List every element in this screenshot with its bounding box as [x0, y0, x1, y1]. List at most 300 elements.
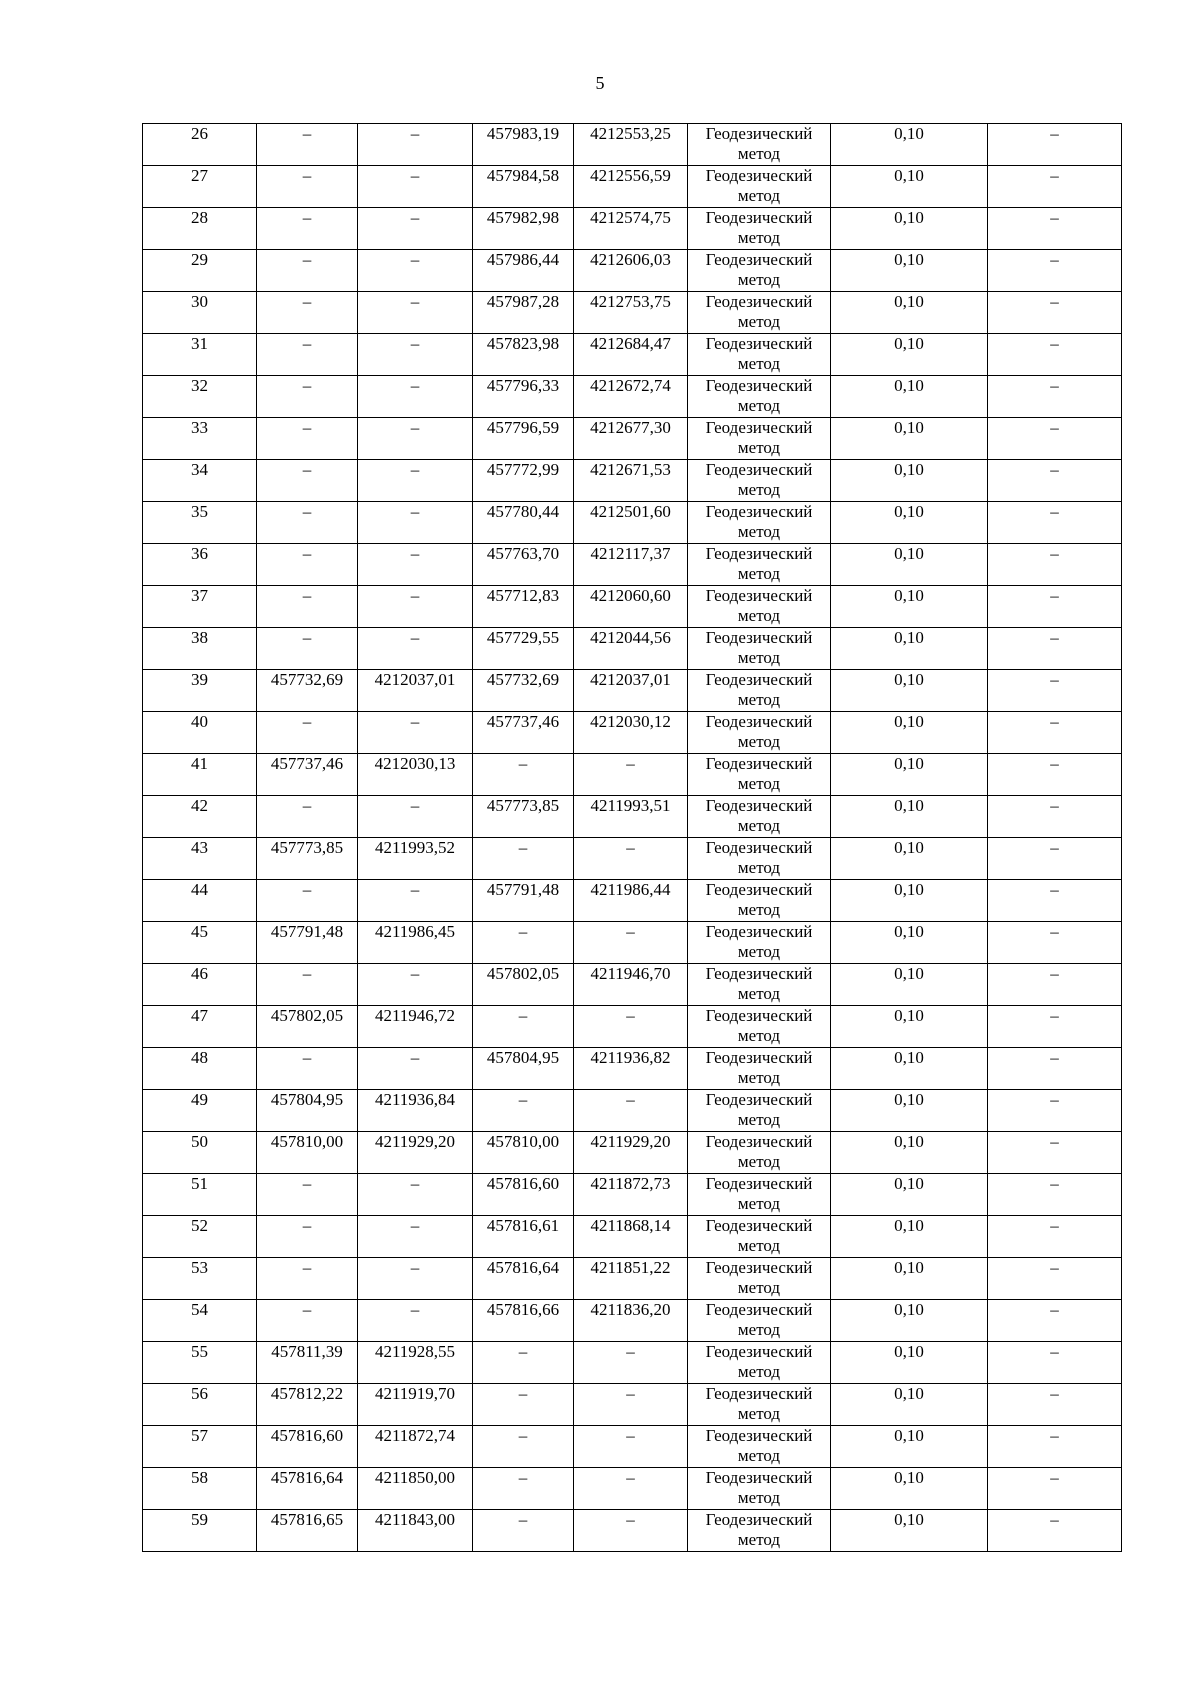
cell-accuracy: 0,10	[831, 502, 988, 544]
table-row	[143, 880, 1122, 922]
cell-y-new: –	[574, 1468, 688, 1510]
cell-y-existing: 4211850,00	[358, 1468, 473, 1510]
cell-y-existing: 4211929,20	[358, 1132, 473, 1174]
cell-accuracy: 0,10	[831, 1510, 988, 1552]
cell-x-new: 457983,19	[473, 124, 574, 166]
table-row	[143, 502, 1122, 544]
cell-method: Геодезический метод	[688, 250, 831, 292]
cell-point-number: 36	[143, 544, 257, 586]
cell-y-new: 4212117,37	[574, 544, 688, 586]
table-row	[143, 1090, 1122, 1132]
cell-point-number: 52	[143, 1216, 257, 1258]
cell-method: Геодезический метод	[688, 1426, 831, 1468]
cell-x-new: 457987,28	[473, 292, 574, 334]
table-row	[143, 1384, 1122, 1426]
cell-accuracy: 0,10	[831, 1300, 988, 1342]
table-row	[143, 1510, 1122, 1552]
cell-x-new: –	[473, 1426, 574, 1468]
cell-description: –	[988, 964, 1122, 1006]
cell-y-new: 4212684,47	[574, 334, 688, 376]
table-row	[143, 1216, 1122, 1258]
table-row	[143, 124, 1122, 166]
cell-accuracy: 0,10	[831, 1216, 988, 1258]
cell-y-new: 4212753,75	[574, 292, 688, 334]
cell-method: Геодезический метод	[688, 880, 831, 922]
table-row	[143, 334, 1122, 376]
cell-description: –	[988, 1426, 1122, 1468]
table-row	[143, 922, 1122, 964]
cell-description: –	[988, 460, 1122, 502]
cell-accuracy: 0,10	[831, 1384, 988, 1426]
coordinates-table	[142, 123, 1122, 1552]
cell-point-number: 43	[143, 838, 257, 880]
cell-point-number: 40	[143, 712, 257, 754]
cell-x-existing: 457773,85	[257, 838, 358, 880]
cell-x-new: 457816,61	[473, 1216, 574, 1258]
cell-y-new: –	[574, 1426, 688, 1468]
table-row	[143, 208, 1122, 250]
cell-y-new: –	[574, 1510, 688, 1552]
cell-x-new: 457780,44	[473, 502, 574, 544]
cell-accuracy: 0,10	[831, 1132, 988, 1174]
cell-method: Геодезический метод	[688, 1384, 831, 1426]
cell-y-existing: –	[358, 796, 473, 838]
cell-accuracy: 0,10	[831, 838, 988, 880]
cell-description: –	[988, 208, 1122, 250]
cell-point-number: 50	[143, 1132, 257, 1174]
cell-description: –	[988, 292, 1122, 334]
cell-description: –	[988, 1132, 1122, 1174]
cell-accuracy: 0,10	[831, 124, 988, 166]
cell-point-number: 45	[143, 922, 257, 964]
cell-x-new: –	[473, 1006, 574, 1048]
cell-y-existing: 4211919,70	[358, 1384, 473, 1426]
page-number: 5	[595, 73, 605, 93]
table-row	[143, 1258, 1122, 1300]
cell-accuracy: 0,10	[831, 1090, 988, 1132]
cell-y-existing: –	[358, 964, 473, 1006]
cell-x-existing: 457732,69	[257, 670, 358, 712]
cell-y-existing: 4211843,00	[358, 1510, 473, 1552]
cell-x-new: 457712,83	[473, 586, 574, 628]
table-row	[143, 628, 1122, 670]
cell-method: Геодезический метод	[688, 334, 831, 376]
cell-method: Геодезический метод	[688, 838, 831, 880]
cell-accuracy: 0,10	[831, 1174, 988, 1216]
cell-y-new: 4212677,30	[574, 418, 688, 460]
cell-y-new: –	[574, 1090, 688, 1132]
cell-x-new: 457823,98	[473, 334, 574, 376]
cell-method: Геодезический метод	[688, 1300, 831, 1342]
cell-y-existing: 4212030,13	[358, 754, 473, 796]
cell-y-existing: –	[358, 586, 473, 628]
cell-method: Геодезический метод	[688, 124, 831, 166]
cell-method: Геодезический метод	[688, 1048, 831, 1090]
cell-x-existing: 457816,60	[257, 1426, 358, 1468]
cell-y-existing: –	[358, 712, 473, 754]
cell-y-existing: –	[358, 544, 473, 586]
cell-x-existing: –	[257, 1216, 358, 1258]
cell-x-new: 457986,44	[473, 250, 574, 292]
cell-accuracy: 0,10	[831, 292, 988, 334]
cell-method: Геодезический метод	[688, 1006, 831, 1048]
cell-x-new: 457796,59	[473, 418, 574, 460]
cell-point-number: 30	[143, 292, 257, 334]
cell-y-existing: –	[358, 502, 473, 544]
cell-y-existing: –	[358, 250, 473, 292]
cell-point-number: 31	[143, 334, 257, 376]
cell-accuracy: 0,10	[831, 1426, 988, 1468]
cell-y-new: 4211993,51	[574, 796, 688, 838]
cell-description: –	[988, 670, 1122, 712]
cell-accuracy: 0,10	[831, 418, 988, 460]
cell-y-new: 4211868,14	[574, 1216, 688, 1258]
cell-description: –	[988, 1258, 1122, 1300]
cell-point-number: 37	[143, 586, 257, 628]
cell-description: –	[988, 838, 1122, 880]
cell-x-existing: –	[257, 712, 358, 754]
cell-x-existing: –	[257, 334, 358, 376]
table-row	[143, 838, 1122, 880]
cell-y-existing: 4211993,52	[358, 838, 473, 880]
cell-accuracy: 0,10	[831, 754, 988, 796]
cell-description: –	[988, 1048, 1122, 1090]
table-row	[143, 1174, 1122, 1216]
cell-x-existing: 457812,22	[257, 1384, 358, 1426]
cell-point-number: 41	[143, 754, 257, 796]
cell-accuracy: 0,10	[831, 334, 988, 376]
cell-y-existing: –	[358, 460, 473, 502]
cell-x-new: –	[473, 922, 574, 964]
table-row	[143, 166, 1122, 208]
cell-description: –	[988, 628, 1122, 670]
cell-x-new: 457737,46	[473, 712, 574, 754]
cell-accuracy: 0,10	[831, 922, 988, 964]
table-row	[143, 1048, 1122, 1090]
cell-x-new: 457729,55	[473, 628, 574, 670]
cell-accuracy: 0,10	[831, 628, 988, 670]
cell-method: Геодезический метод	[688, 1090, 831, 1132]
cell-method: Геодезический метод	[688, 1258, 831, 1300]
cell-y-new: 4211929,20	[574, 1132, 688, 1174]
cell-y-new: 4212574,75	[574, 208, 688, 250]
cell-point-number: 34	[143, 460, 257, 502]
cell-x-new: 457791,48	[473, 880, 574, 922]
cell-y-existing: –	[358, 208, 473, 250]
cell-method: Геодезический метод	[688, 712, 831, 754]
cell-point-number: 28	[143, 208, 257, 250]
cell-y-new: 4212501,60	[574, 502, 688, 544]
cell-description: –	[988, 754, 1122, 796]
cell-accuracy: 0,10	[831, 544, 988, 586]
cell-x-new: –	[473, 1090, 574, 1132]
table-row	[143, 754, 1122, 796]
cell-point-number: 38	[143, 628, 257, 670]
cell-y-new: 4212672,74	[574, 376, 688, 418]
cell-method: Геодезический метод	[688, 418, 831, 460]
cell-y-existing: –	[358, 418, 473, 460]
cell-x-new: 457816,60	[473, 1174, 574, 1216]
table-row	[143, 670, 1122, 712]
cell-description: –	[988, 250, 1122, 292]
table-row	[143, 544, 1122, 586]
table-row	[143, 1342, 1122, 1384]
cell-description: –	[988, 376, 1122, 418]
cell-description: –	[988, 922, 1122, 964]
cell-x-existing: 457802,05	[257, 1006, 358, 1048]
cell-description: –	[988, 1216, 1122, 1258]
cell-x-existing: –	[257, 1174, 358, 1216]
table-row	[143, 964, 1122, 1006]
cell-method: Геодезический метод	[688, 1342, 831, 1384]
cell-x-new: 457772,99	[473, 460, 574, 502]
cell-x-existing: 457810,00	[257, 1132, 358, 1174]
cell-x-new: 457763,70	[473, 544, 574, 586]
cell-x-existing: –	[257, 460, 358, 502]
cell-point-number: 49	[143, 1090, 257, 1132]
cell-y-existing: –	[358, 292, 473, 334]
cell-y-new: 4211936,82	[574, 1048, 688, 1090]
cell-x-existing: –	[257, 796, 358, 838]
cell-accuracy: 0,10	[831, 1342, 988, 1384]
cell-description: –	[988, 166, 1122, 208]
cell-y-new: 4211872,73	[574, 1174, 688, 1216]
cell-method: Геодезический метод	[688, 586, 831, 628]
cell-y-existing: –	[358, 334, 473, 376]
cell-accuracy: 0,10	[831, 1258, 988, 1300]
cell-accuracy: 0,10	[831, 712, 988, 754]
cell-y-existing: –	[358, 880, 473, 922]
cell-point-number: 26	[143, 124, 257, 166]
cell-accuracy: 0,10	[831, 1468, 988, 1510]
table-row	[143, 1426, 1122, 1468]
cell-x-existing: –	[257, 586, 358, 628]
cell-x-new: –	[473, 838, 574, 880]
cell-point-number: 57	[143, 1426, 257, 1468]
table-row	[143, 796, 1122, 838]
table-row	[143, 1468, 1122, 1510]
cell-x-existing: –	[257, 208, 358, 250]
cell-method: Геодезический метод	[688, 964, 831, 1006]
cell-y-new: –	[574, 754, 688, 796]
cell-x-existing: 457791,48	[257, 922, 358, 964]
cell-x-new: 457810,00	[473, 1132, 574, 1174]
cell-y-existing: 4211986,45	[358, 922, 473, 964]
cell-x-existing: 457737,46	[257, 754, 358, 796]
cell-method: Геодезический метод	[688, 166, 831, 208]
cell-y-existing: 4212037,01	[358, 670, 473, 712]
cell-y-new: 4212044,56	[574, 628, 688, 670]
cell-y-existing: 4211872,74	[358, 1426, 473, 1468]
table-row	[143, 712, 1122, 754]
cell-y-new: 4212671,53	[574, 460, 688, 502]
cell-x-new: –	[473, 1384, 574, 1426]
cell-accuracy: 0,10	[831, 460, 988, 502]
cell-method: Геодезический метод	[688, 796, 831, 838]
table-row	[143, 292, 1122, 334]
cell-y-existing: 4211946,72	[358, 1006, 473, 1048]
cell-x-new: 457802,05	[473, 964, 574, 1006]
cell-description: –	[988, 124, 1122, 166]
cell-x-new: 457773,85	[473, 796, 574, 838]
cell-x-existing: –	[257, 166, 358, 208]
table-row	[143, 418, 1122, 460]
cell-method: Геодезический метод	[688, 1216, 831, 1258]
cell-y-existing: 4211936,84	[358, 1090, 473, 1132]
cell-x-new: 457796,33	[473, 376, 574, 418]
cell-accuracy: 0,10	[831, 796, 988, 838]
cell-x-new: 457732,69	[473, 670, 574, 712]
cell-x-existing: –	[257, 628, 358, 670]
cell-accuracy: 0,10	[831, 166, 988, 208]
table-row	[143, 1132, 1122, 1174]
cell-y-existing: –	[358, 124, 473, 166]
cell-x-existing: –	[257, 1300, 358, 1342]
cell-y-new: 4212030,12	[574, 712, 688, 754]
table-row	[143, 460, 1122, 502]
cell-method: Геодезический метод	[688, 460, 831, 502]
cell-description: –	[988, 334, 1122, 376]
cell-x-existing: 457816,65	[257, 1510, 358, 1552]
cell-point-number: 55	[143, 1342, 257, 1384]
cell-description: –	[988, 1384, 1122, 1426]
cell-description: –	[988, 1342, 1122, 1384]
cell-x-new: 457816,64	[473, 1258, 574, 1300]
cell-y-existing: –	[358, 376, 473, 418]
cell-point-number: 46	[143, 964, 257, 1006]
cell-description: –	[988, 1006, 1122, 1048]
cell-method: Геодезический метод	[688, 628, 831, 670]
cell-y-new: 4211946,70	[574, 964, 688, 1006]
cell-point-number: 29	[143, 250, 257, 292]
cell-x-existing: –	[257, 502, 358, 544]
table-row	[143, 376, 1122, 418]
cell-x-existing: –	[257, 124, 358, 166]
cell-x-existing: 457804,95	[257, 1090, 358, 1132]
cell-point-number: 39	[143, 670, 257, 712]
cell-point-number: 56	[143, 1384, 257, 1426]
cell-accuracy: 0,10	[831, 376, 988, 418]
cell-y-existing: –	[358, 1300, 473, 1342]
cell-x-existing: –	[257, 1258, 358, 1300]
cell-y-new: –	[574, 1342, 688, 1384]
cell-x-existing: –	[257, 964, 358, 1006]
cell-method: Геодезический метод	[688, 754, 831, 796]
cell-point-number: 51	[143, 1174, 257, 1216]
cell-y-new: –	[574, 838, 688, 880]
cell-y-existing: –	[358, 1216, 473, 1258]
cell-x-new: –	[473, 1468, 574, 1510]
table-row	[143, 1300, 1122, 1342]
cell-y-existing: –	[358, 628, 473, 670]
cell-x-new: 457982,98	[473, 208, 574, 250]
cell-accuracy: 0,10	[831, 880, 988, 922]
cell-x-new: –	[473, 754, 574, 796]
cell-y-existing: –	[358, 1258, 473, 1300]
cell-method: Геодезический метод	[688, 376, 831, 418]
table-row	[143, 1006, 1122, 1048]
cell-accuracy: 0,10	[831, 1048, 988, 1090]
cell-point-number: 32	[143, 376, 257, 418]
cell-point-number: 27	[143, 166, 257, 208]
cell-y-existing: –	[358, 166, 473, 208]
cell-y-new: 4211836,20	[574, 1300, 688, 1342]
cell-description: –	[988, 544, 1122, 586]
cell-y-new: 4212037,01	[574, 670, 688, 712]
cell-x-existing: –	[257, 250, 358, 292]
cell-method: Геодезический метод	[688, 1174, 831, 1216]
cell-accuracy: 0,10	[831, 1006, 988, 1048]
cell-accuracy: 0,10	[831, 250, 988, 292]
table-body	[143, 124, 1122, 1552]
cell-x-new: –	[473, 1510, 574, 1552]
cell-point-number: 42	[143, 796, 257, 838]
cell-point-number: 53	[143, 1258, 257, 1300]
cell-x-existing: –	[257, 418, 358, 460]
cell-point-number: 48	[143, 1048, 257, 1090]
cell-method: Геодезический метод	[688, 922, 831, 964]
cell-x-existing: –	[257, 1048, 358, 1090]
cell-y-new: 4211851,22	[574, 1258, 688, 1300]
cell-y-existing: –	[358, 1048, 473, 1090]
cell-method: Геодезический метод	[688, 544, 831, 586]
cell-accuracy: 0,10	[831, 670, 988, 712]
cell-y-new: 4211986,44	[574, 880, 688, 922]
cell-y-new: –	[574, 1384, 688, 1426]
cell-x-existing: –	[257, 376, 358, 418]
cell-y-new: 4212553,25	[574, 124, 688, 166]
cell-method: Геодезический метод	[688, 208, 831, 250]
cell-accuracy: 0,10	[831, 964, 988, 1006]
cell-y-new: 4212060,60	[574, 586, 688, 628]
cell-method: Геодезический метод	[688, 670, 831, 712]
cell-x-new: 457816,66	[473, 1300, 574, 1342]
cell-point-number: 35	[143, 502, 257, 544]
cell-method: Геодезический метод	[688, 292, 831, 334]
cell-y-existing: 4211928,55	[358, 1342, 473, 1384]
table-row	[143, 250, 1122, 292]
cell-method: Геодезический метод	[688, 502, 831, 544]
cell-description: –	[988, 712, 1122, 754]
cell-x-new: 457804,95	[473, 1048, 574, 1090]
cell-point-number: 59	[143, 1510, 257, 1552]
cell-point-number: 47	[143, 1006, 257, 1048]
cell-y-new: 4212556,59	[574, 166, 688, 208]
cell-description: –	[988, 502, 1122, 544]
cell-description: –	[988, 1510, 1122, 1552]
cell-description: –	[988, 1300, 1122, 1342]
cell-description: –	[988, 796, 1122, 838]
cell-description: –	[988, 880, 1122, 922]
cell-point-number: 44	[143, 880, 257, 922]
cell-point-number: 58	[143, 1468, 257, 1510]
cell-point-number: 33	[143, 418, 257, 460]
cell-description: –	[988, 1090, 1122, 1132]
cell-accuracy: 0,10	[831, 208, 988, 250]
cell-description: –	[988, 1174, 1122, 1216]
cell-y-new: –	[574, 922, 688, 964]
cell-description: –	[988, 586, 1122, 628]
cell-x-existing: 457816,64	[257, 1468, 358, 1510]
cell-point-number: 54	[143, 1300, 257, 1342]
cell-y-new: 4212606,03	[574, 250, 688, 292]
cell-y-existing: –	[358, 1174, 473, 1216]
cell-accuracy: 0,10	[831, 586, 988, 628]
cell-method: Геодезический метод	[688, 1132, 831, 1174]
cell-x-new: –	[473, 1342, 574, 1384]
cell-x-existing: –	[257, 292, 358, 334]
cell-x-existing: –	[257, 880, 358, 922]
